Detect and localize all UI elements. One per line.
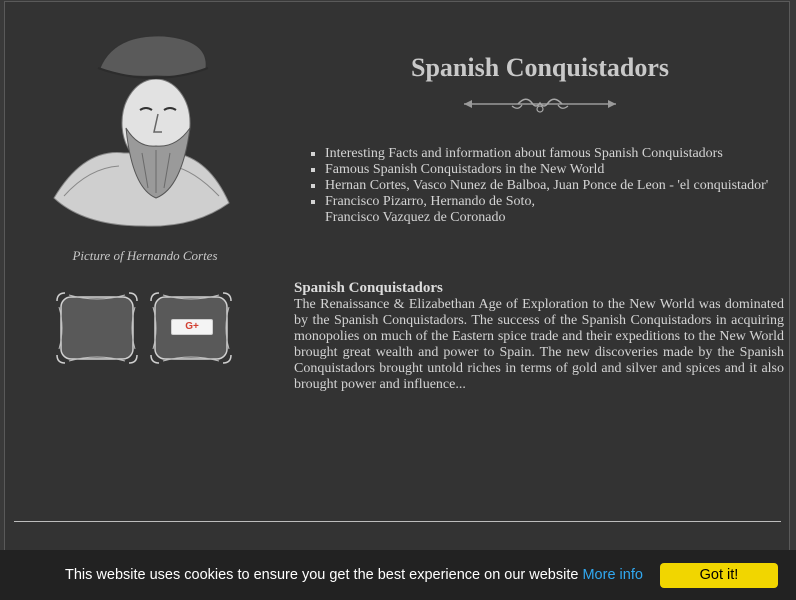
accept-cookies-button[interactable]: Got it! — [660, 563, 778, 588]
list-item — [325, 194, 768, 226]
cookie-message — [65, 567, 643, 583]
list-item: ▪ Famous Spanish Conquistadors in the New World — [325, 162, 768, 178]
article-body: The Renaissance & Elizabethan Age of Exploration to the New World was dominated by the Spanish Conquistadors. The success of the Spanish Conquistadors in acquiring monopolies on much of the Eastern spice trade and their expeditions to the New World brought great wealth and power to Spain. The new discoveries made by the Spanish Conquistadors brought untold riches in terms of gold and silver and spices and it also brought power and influence... — [294, 297, 784, 392]
cookie-consent-bar — [0, 550, 796, 600]
portrait-caption: Picture of Hernando Cortes — [72, 248, 218, 263]
portrait-image — [44, 28, 244, 228]
more-info-link[interactable]: More info — [582, 567, 643, 583]
cookie-message-text: This website uses cookies to ensure you get the best experience on our website — [65, 567, 579, 583]
share-box-left — [55, 291, 139, 365]
list-item: ▪ Interesting Facts and information about famous Spanish Conquistadors — [325, 146, 768, 162]
list-item: ▪ Hernan Cortes, Vasco Nunez de Balboa, Juan Ponce de Leon - 'el conquistador' — [325, 178, 768, 194]
google-plus-share-button[interactable]: G+ — [171, 319, 213, 335]
horizontal-divider — [14, 521, 781, 522]
page-title: Spanish Conquistadors — [411, 53, 669, 82]
list-item-line: Francisco Pizarro, Hernando de Soto, — [325, 194, 535, 209]
facts-list — [310, 146, 768, 226]
list-item-line: Francisco Vazquez de Coronado — [325, 210, 506, 225]
share-box-right — [149, 291, 233, 365]
divider-flourish-icon — [460, 93, 620, 122]
article-heading: Spanish Conquistadors — [294, 280, 443, 296]
article — [294, 280, 784, 393]
